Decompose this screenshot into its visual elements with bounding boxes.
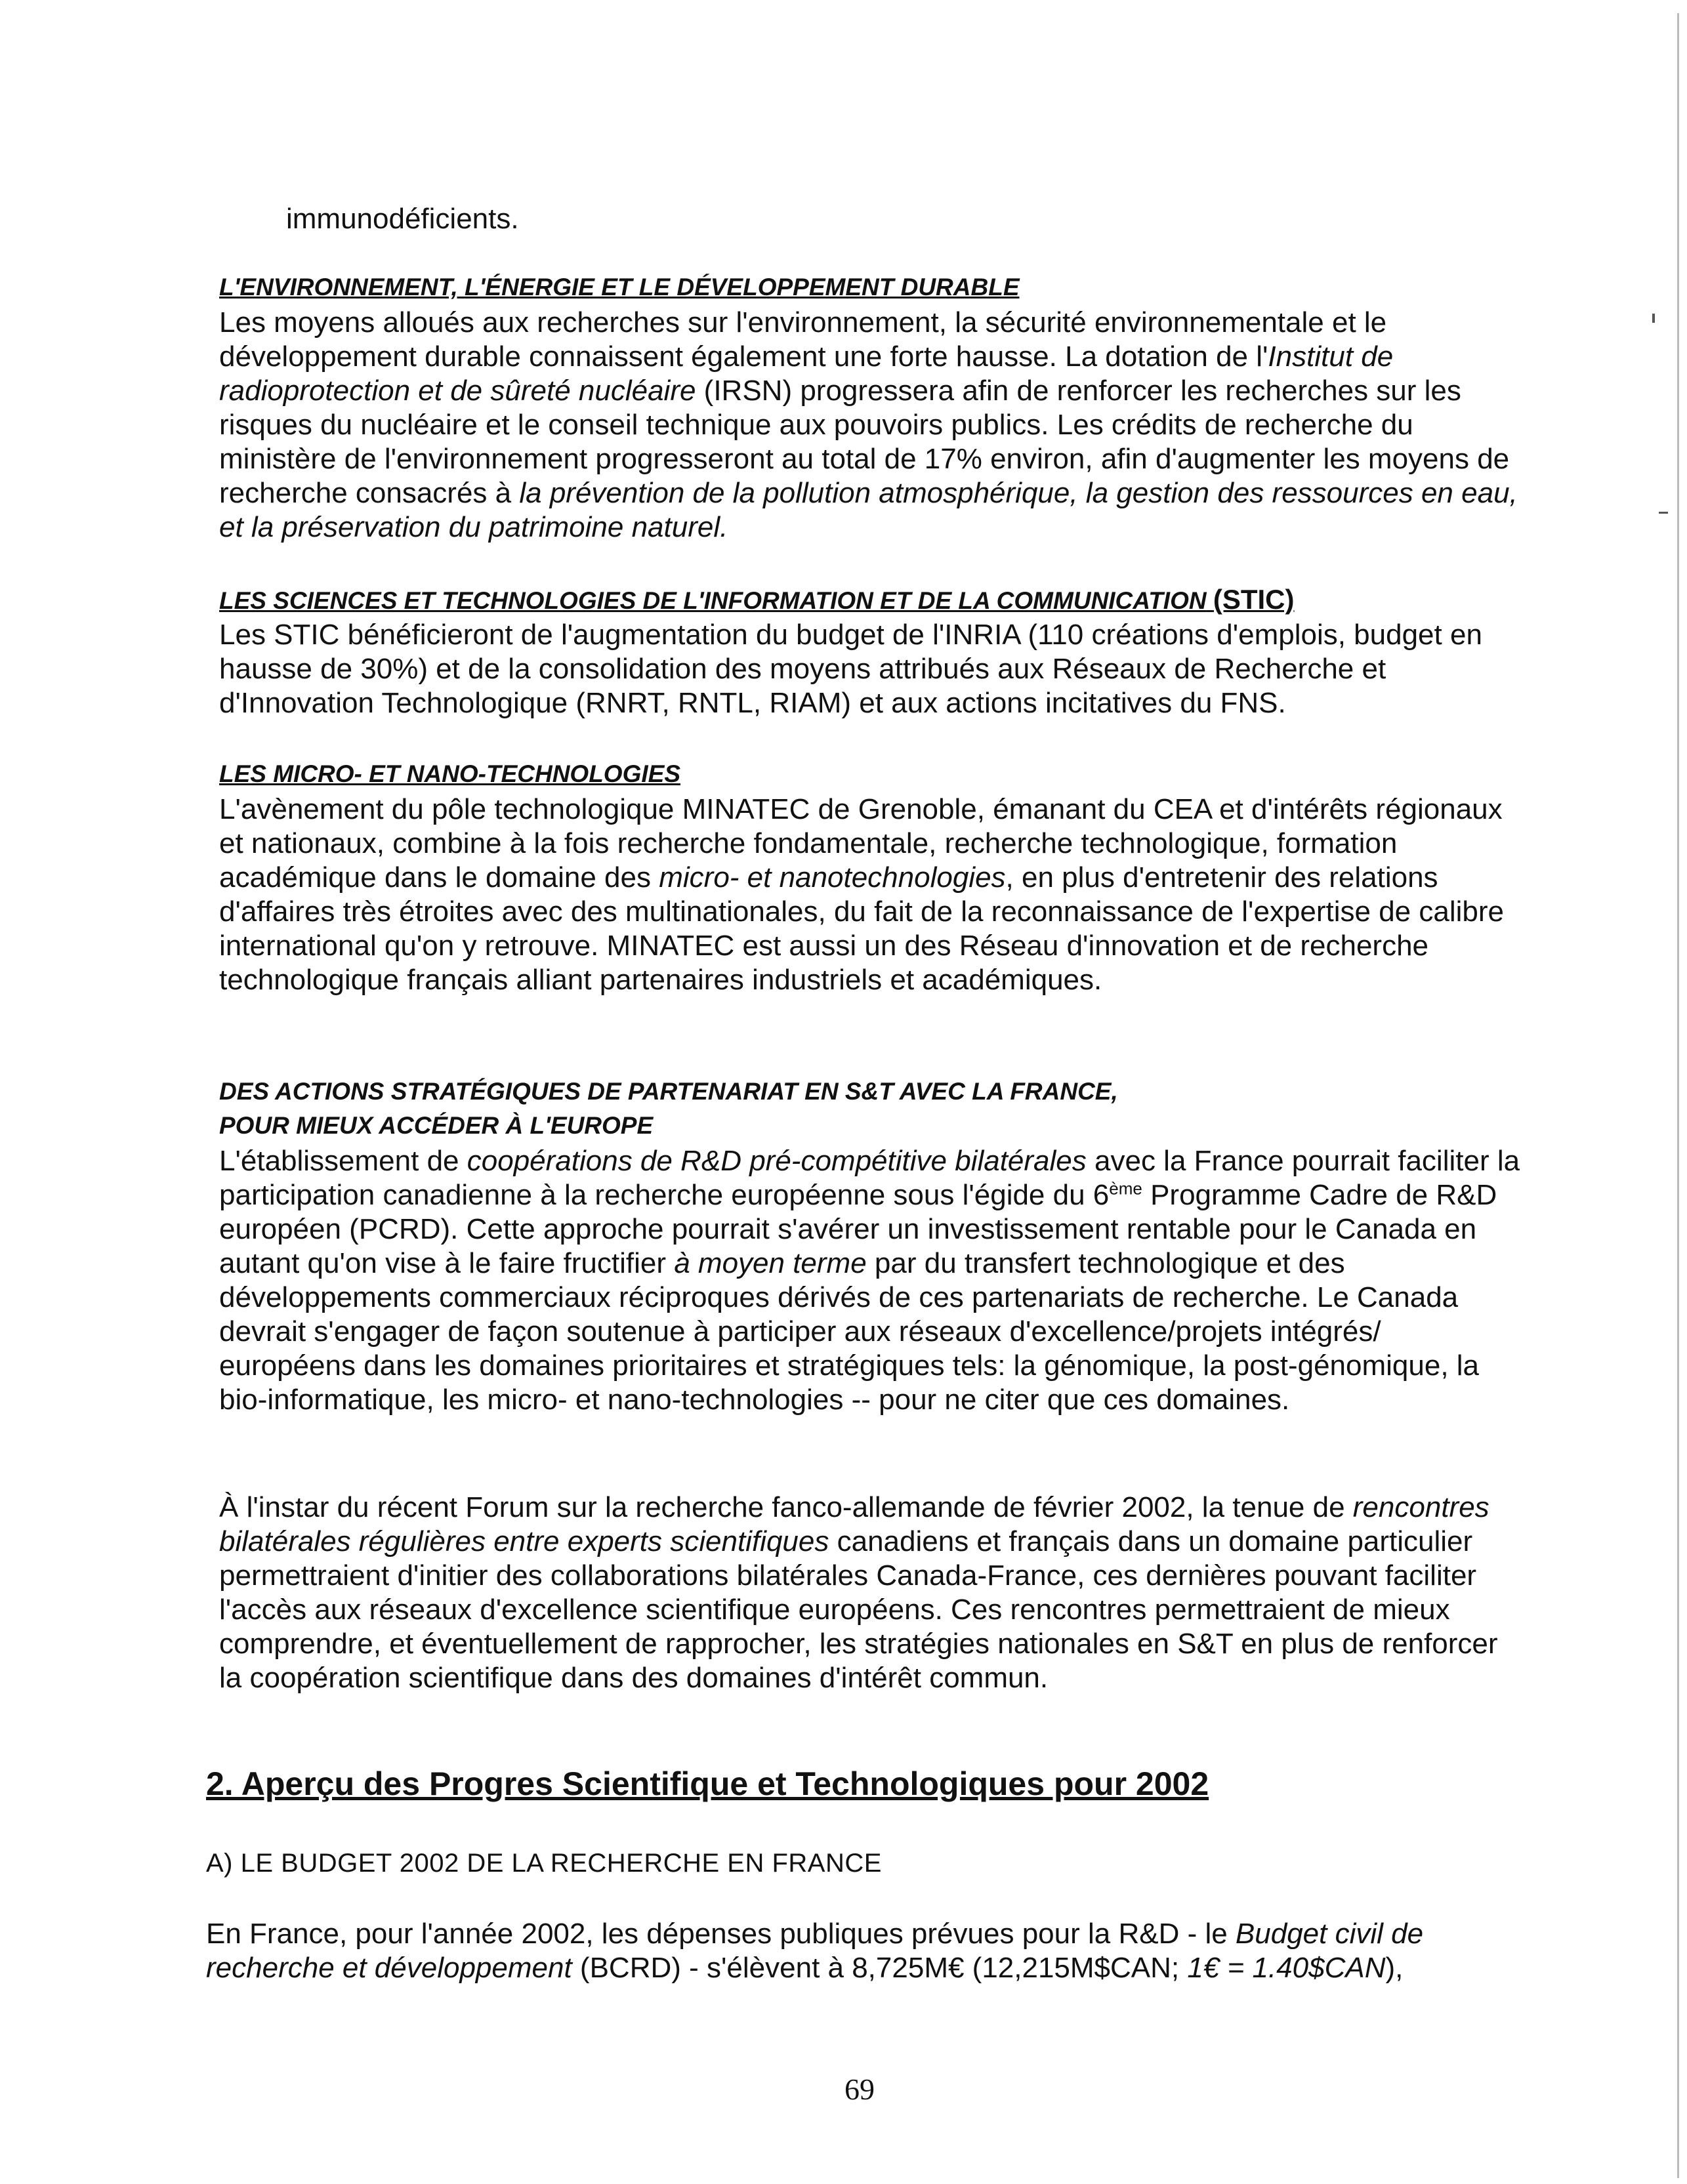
paragraph-micro-nano: L'avènement du pôle technologique MINATEC de Grenoble, émanant du CEA et d'intérêts régionaux et nationaux, combine à la fois recherche fondamentale, recherche technologique, formation académique dans le domaine des micro- et nanotechnologies, en plus d'entretenir des relations d'affaires très étroites avec des multinationales, du fait de la reconnaissance de l'expertise de calibre international qu'on y retrouve. MINATEC est aussi un des Réseau d'innovation et de recherche technologique français alliant partenaires industriels et académiques. [219, 793, 1504, 996]
section-title: 2. Aperçu des Progres Scientifique et Technologiques pour 2002 [206, 1765, 1209, 1802]
heading-actions-strategiques-line1: DES ACTIONS STRATÉGIQUES DE PARTENARIAT EN S&T AVEC LA FRANCE, [219, 1078, 1118, 1105]
heading-stic: LES SCIENCES ET TECHNOLOGIES DE L'INFORMATION ET DE LA COMMUNICATION (STIC) [219, 584, 1295, 615]
paragraph-environnement: Les moyens alloués aux recherches sur l'environnement, la sécurité environnementale et le développement durable connaissent également une forte hausse. La dotation de l'Institut de radioprotection et de sûreté nucléaire (IRSN) progressera afin de renforcer les recherches sur les risques du nucléaire et le conseil technique aux pouvoirs publics. Les crédits de recherche du ministère de l'environnement progresseront au total de 17% environ, afin d'augmenter les moyens de recherche consacrés à la prévention de la pollution atmosphérique, la gestion des ressources en eau, et la préservation du patrimoine naturel. [219, 306, 1518, 543]
top-fragment: immunodéficients. [286, 203, 519, 235]
scan-speck [1659, 512, 1668, 514]
heading-micro-nano: LES MICRO- ET NANO-TECHNOLOGIES [219, 760, 680, 787]
page-number: 69 [844, 2072, 875, 2106]
heading-actions-strategiques-line2: POUR MIEUX ACCÉDER À L'EUROPE [219, 1112, 654, 1139]
subheading-budget: A) LE BUDGET 2002 DE LA RECHERCHE EN FRANCE [206, 1849, 882, 1878]
scan-speck [1652, 314, 1655, 323]
scan-edge-line [1677, 13, 1679, 2178]
paragraph-rencontres: À l'instar du récent Forum sur la recherche fanco-allemande de février 2002, la tenue de rencontres bilatérales régulières entre experts scientifiques canadiens et français dans un domaine particulier permettraient d'initier des collaborations bilatérales Canada-France, ces dernières pouvant faciliter l'accès aux réseaux d'excellence scientifique européens. Ces rencontres permettraient de mieux comprendre, et éventuellement de rapprocher, les stratégies nationales en S&T en plus de renforcer la coopération scientifique dans des domaines d'intérêt commun. [219, 1491, 1498, 1694]
paragraph-actions-strategiques: L'établissement de coopérations de R&D pré-compétitive bilatérales avec la France pourrait faciliter la participation canadienne à la recherche européenne sous l'égide du 6ème Programme Cadre de R&D européen (PCRD). Cette approche pourrait s'avérer un investissement rentable pour le Canada en autant qu'on vise à le faire fructifier à moyen terme par du transfert technologique et des développements commerciaux réciproques dérivés de ces partenariats de recherche. Le Canada devrait s'engager de façon soutenue à participer aux réseaux d'excellence/projets intégrés/ européens dans les domaines prioritaires et stratégiques tels: la génomique, la post-génomique, la bio-informatique, les micro- et nano-technologies -- pour ne citer que ces domaines. [219, 1145, 1520, 1416]
heading-environnement: L'ENVIRONNEMENT, L'ÉNERGIE ET LE DÉVELOPPEMENT DURABLE [219, 274, 1020, 300]
paragraph-budget: En France, pour l'année 2002, les dépenses publiques prévues pour la R&D - le Budget civil de recherche et développement (BCRD) - s'élèvent à 8,725M€ (12,215M$CAN; 1€ = 1.40$CAN), [206, 1918, 1424, 1984]
paragraph-stic: Les STIC bénéficieront de l'augmentation du budget de l'INRIA (110 créations d'emplois, budget en hausse de 30%) et de la consolidation des moyens attribués aux Réseaux de Recherche et d'Innovation Technologique (RNRT, RNTL, RIAM) et aux actions incitatives du FNS. [219, 619, 1482, 719]
